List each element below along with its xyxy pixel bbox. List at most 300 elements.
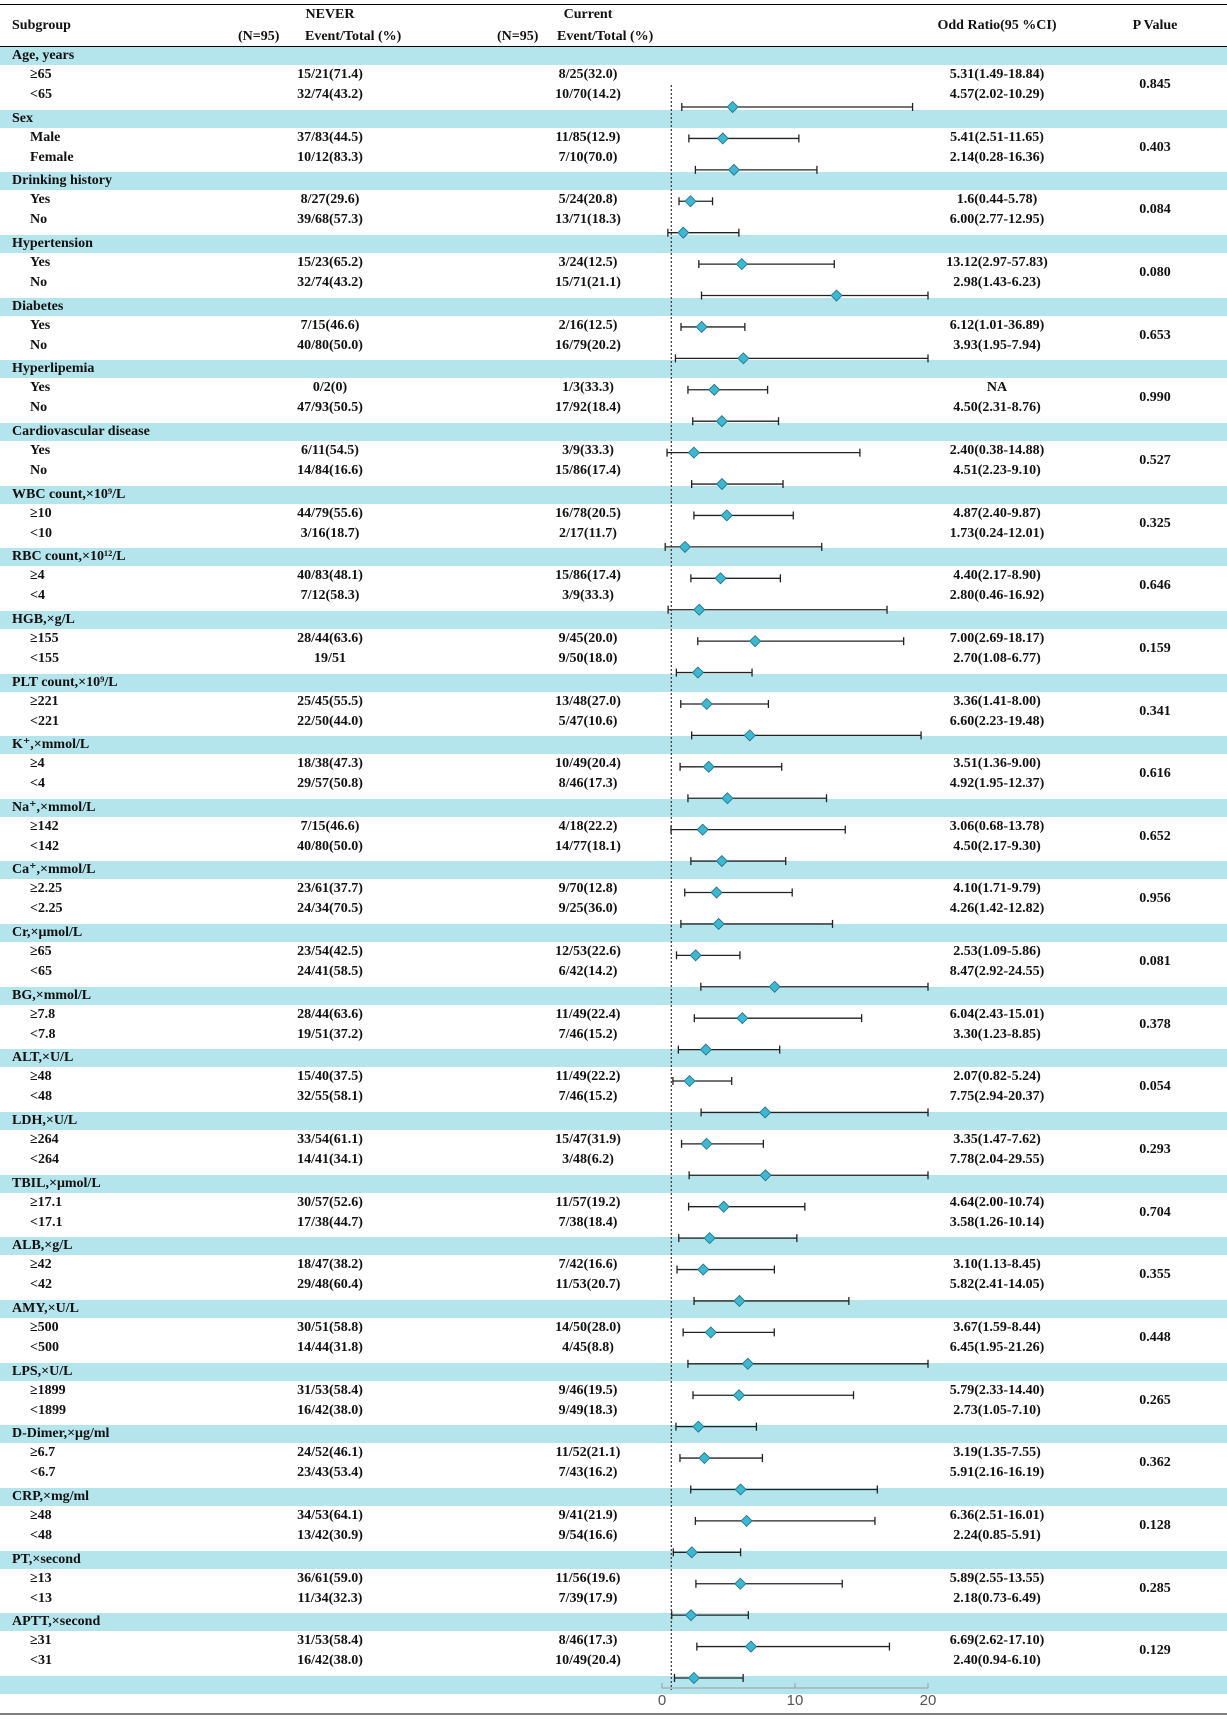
- never-event-total: 36/61(59.0): [297, 1570, 363, 1586]
- subgroup-label: ≥42: [30, 1257, 52, 1273]
- subgroup-label: ≥31: [30, 1633, 52, 1649]
- current-event-total: 1/3(33.3): [562, 380, 614, 396]
- odds-ratio-marker: [750, 636, 761, 647]
- subgroup-label: ≥13: [30, 1570, 52, 1586]
- odds-ratio-ci: 5.91(2.16-16.19): [949, 1465, 1045, 1481]
- never-event-total: 44/79(55.6): [297, 505, 363, 521]
- p-value: 0.653: [1139, 327, 1171, 343]
- header-odds-ratio: Odd Ratio(95 %CI): [937, 18, 1057, 33]
- subgroup-label: <1899: [30, 1402, 66, 1418]
- current-event-total: 14/77(18.1): [555, 838, 621, 854]
- never-event-total: 6/11(54.5): [301, 442, 359, 458]
- subgroup-label: <2.25: [30, 901, 63, 917]
- current-event-total: 9/41(21.9): [558, 1507, 618, 1523]
- header-p-value: P Value: [1132, 18, 1178, 33]
- header-never-col: Event/Total (%): [305, 29, 402, 44]
- p-value: 0.159: [1139, 640, 1171, 656]
- p-value: 0.646: [1139, 578, 1171, 594]
- group-band: [0, 924, 1227, 942]
- subgroup-label: ≥65: [30, 67, 52, 82]
- current-event-total: 8/46(17.3): [558, 776, 618, 792]
- never-event-total: 7/12(58.3): [300, 588, 360, 604]
- odds-ratio-ci: 4.50(2.17-9.30): [953, 838, 1041, 854]
- group-label: D-Dimer,×μg/ml: [12, 1426, 110, 1442]
- subgroup-label: Yes: [30, 442, 51, 458]
- current-event-total: 10/70(14.2): [555, 87, 621, 102]
- never-event-total: 15/21(71.4): [297, 67, 363, 82]
- subgroup-label: Yes: [30, 380, 51, 396]
- group-band: [0, 360, 1227, 378]
- p-value: 0.448: [1139, 1330, 1171, 1345]
- odds-ratio-ci: 3.30(1.23-8.85): [953, 1026, 1041, 1042]
- group-band: [0, 987, 1227, 1005]
- odds-ratio-ci: 7.78(2.04-29.55): [949, 1152, 1045, 1168]
- group-band: [0, 1049, 1227, 1067]
- group-band: [0, 611, 1227, 629]
- subgroup-label: ≥500: [30, 1320, 59, 1335]
- odds-ratio-marker: [697, 824, 708, 835]
- never-event-total: 0/2(0): [312, 380, 348, 396]
- current-event-total: 9/46(19.5): [558, 1382, 618, 1398]
- odds-ratio-marker: [734, 1390, 745, 1401]
- odds-ratio-marker: [688, 447, 699, 458]
- group-label: TBIL,×μmol/L: [12, 1175, 101, 1191]
- group-label: WBC count,×10⁹/L: [12, 486, 126, 502]
- p-value: 0.652: [1139, 828, 1171, 844]
- subgroup-label: <13: [30, 1590, 52, 1606]
- group-band: [0, 861, 1227, 879]
- never-event-total: 34/53(64.1): [297, 1507, 363, 1523]
- current-event-total: 15/86(17.4): [555, 462, 621, 478]
- current-event-total: 7/46(15.2): [558, 1026, 618, 1042]
- subgroup-label: <155: [30, 650, 59, 666]
- group-band: [0, 1425, 1227, 1443]
- current-event-total: 15/86(17.4): [555, 568, 621, 584]
- group-label: Drinking history: [12, 173, 112, 189]
- odds-ratio-ci: 2.70(1.08-6.77): [953, 650, 1041, 666]
- odds-ratio-ci: 6.45(1.95-21.26): [949, 1340, 1045, 1355]
- group-band: [0, 799, 1227, 817]
- odds-ratio-ci: 4.87(2.40-9.87): [953, 505, 1041, 521]
- p-value: 0.325: [1139, 515, 1171, 531]
- never-event-total: 28/44(63.6): [297, 630, 363, 646]
- header-current-col: Event/Total (%): [557, 29, 654, 44]
- p-value: 0.378: [1139, 1016, 1171, 1032]
- subgroup-label: Yes: [30, 254, 51, 270]
- subgroup-label: ≥221: [30, 693, 59, 709]
- odds-ratio-marker: [711, 887, 722, 898]
- odds-ratio-ci: 5.79(2.33-14.40): [949, 1382, 1045, 1398]
- never-event-total: 14/84(16.6): [297, 462, 363, 478]
- never-event-total: 30/57(52.6): [297, 1194, 363, 1210]
- top-rule: [0, 4, 1227, 5]
- current-event-total: 5/47(10.6): [558, 713, 618, 729]
- group-label: CRP,×mg/ml: [12, 1488, 90, 1504]
- current-event-total: 11/57(19.2): [555, 1194, 621, 1210]
- odds-ratio-marker: [684, 1076, 695, 1087]
- never-event-total: 10/12(83.3): [297, 149, 363, 165]
- odds-ratio-ci: 1.6(0.44-5.78): [956, 192, 1038, 208]
- never-event-total: 31/53(58.4): [297, 1633, 363, 1649]
- never-event-total: 25/45(55.5): [297, 693, 363, 709]
- current-event-total: 16/78(20.5): [555, 505, 621, 521]
- subgroup-label: No: [30, 274, 48, 290]
- group-band: [0, 172, 1227, 190]
- group-label: RBC count,×10¹²/L: [12, 549, 126, 565]
- group-band: [0, 674, 1227, 692]
- current-event-total: 7/43(16.2): [558, 1465, 618, 1481]
- current-event-total: 11/85(12.9): [555, 129, 621, 145]
- current-event-total: 14/50(28.0): [555, 1320, 621, 1335]
- p-value: 0.285: [1139, 1580, 1171, 1596]
- odds-ratio-ci: 4.26(1.42-12.82): [949, 901, 1045, 917]
- subgroup-label: ≥1899: [30, 1382, 66, 1398]
- odds-ratio-ci: 3.10(1.13-8.45): [953, 1257, 1041, 1273]
- current-event-total: 8/46(17.3): [558, 1633, 618, 1649]
- p-value: 0.265: [1139, 1392, 1171, 1408]
- never-event-total: 7/15(46.6): [300, 818, 360, 834]
- current-event-total: 7/10(70.0): [558, 149, 618, 165]
- current-event-total: 3/48(6.2): [562, 1152, 614, 1168]
- subgroup-label: No: [30, 462, 48, 478]
- subgroup-label: <10: [30, 525, 52, 541]
- current-event-total: 3/24(12.5): [558, 254, 618, 270]
- subgroup-label: ≥48: [30, 1069, 52, 1085]
- group-label: ALB,×g/L: [12, 1238, 73, 1254]
- current-event-total: 7/46(15.2): [558, 1089, 618, 1105]
- odds-ratio-ci: 7.00(2.69-18.17): [949, 630, 1045, 646]
- header-subgroup: Subgroup: [12, 18, 71, 33]
- odds-ratio-marker: [685, 196, 696, 207]
- odds-ratio-ci: 4.51(2.23-9.10): [953, 462, 1041, 478]
- subgroup-label: <65: [30, 964, 52, 980]
- odds-ratio-marker: [701, 698, 712, 709]
- current-event-total: 3/9(33.3): [562, 588, 614, 604]
- never-event-total: 29/57(50.8): [297, 776, 363, 792]
- odds-ratio-marker: [745, 1641, 756, 1652]
- p-value: 0.080: [1139, 264, 1171, 280]
- group-label: Hyperlipemia: [12, 361, 95, 377]
- x-tick-label: 10: [786, 1692, 804, 1709]
- odds-ratio-ci: 2.40(0.94-6.10): [953, 1653, 1041, 1669]
- never-event-total: 14/41(34.1): [297, 1152, 363, 1168]
- p-value: 0.341: [1139, 703, 1171, 719]
- never-event-total: 24/34(70.5): [297, 901, 363, 917]
- odds-ratio-ci: 2.53(1.09-5.86): [953, 944, 1041, 960]
- odds-ratio-ci: 6.36(2.51-16.01): [949, 1507, 1045, 1523]
- never-event-total: 15/40(37.5): [297, 1069, 363, 1085]
- group-band: [0, 298, 1227, 316]
- odds-ratio-ci: 2.98(1.43-6.23): [953, 274, 1041, 290]
- current-event-total: 7/38(18.4): [558, 1214, 618, 1230]
- never-event-total: 19/51(37.2): [297, 1026, 363, 1042]
- group-label: AMY,×U/L: [12, 1301, 79, 1316]
- subgroup-label: <7.8: [30, 1026, 56, 1042]
- group-label: Hypertension: [12, 235, 93, 251]
- never-event-total: 33/54(61.1): [297, 1132, 363, 1148]
- group-label: PLT count,×10⁹/L: [12, 674, 118, 690]
- group-band: [0, 548, 1227, 566]
- subgroup-label: Yes: [30, 317, 51, 333]
- current-event-total: 9/70(12.8): [558, 881, 618, 897]
- never-event-total: 32/74(43.2): [297, 274, 363, 290]
- current-event-total: 13/48(27.0): [555, 693, 621, 709]
- current-event-total: 6/42(14.2): [558, 964, 618, 980]
- odds-ratio-ci: 2.24(0.85-5.91): [953, 1527, 1041, 1543]
- odds-ratio-ci: 2.40(0.38-14.88): [949, 442, 1045, 458]
- odds-ratio-ci: 3.93(1.95-7.94): [953, 337, 1041, 353]
- p-value: 0.355: [1139, 1267, 1171, 1283]
- odds-ratio-marker: [737, 1013, 748, 1024]
- never-event-total: 18/47(38.2): [297, 1257, 363, 1273]
- odds-ratio-marker: [701, 1138, 712, 1149]
- group-label: ALT,×U/L: [12, 1050, 74, 1066]
- never-event-total: 24/41(58.5): [297, 964, 363, 980]
- odds-ratio-ci: 4.50(2.31-8.76): [953, 400, 1041, 416]
- never-event-total: 24/52(46.1): [297, 1445, 363, 1461]
- never-event-total: 14/44(31.8): [297, 1340, 363, 1355]
- odds-ratio-marker: [696, 321, 707, 332]
- never-event-total: 8/27(29.6): [300, 192, 360, 208]
- never-event-total: 32/74(43.2): [297, 87, 363, 102]
- p-value: 0.990: [1139, 390, 1171, 406]
- odds-ratio-ci: 4.92(1.95-12.37): [949, 776, 1045, 792]
- odds-ratio-ci: 7.75(2.94-20.37): [949, 1089, 1045, 1105]
- subgroup-label: <500: [30, 1340, 59, 1355]
- odds-ratio-ci: 4.57(2.02-10.29): [949, 87, 1045, 102]
- odds-ratio-marker: [741, 1515, 752, 1526]
- group-label: APTT,×second: [12, 1614, 101, 1630]
- x-tick-label: 0: [657, 1692, 667, 1709]
- subgroup-label: <142: [30, 838, 59, 854]
- group-label: Na⁺,×mmol/L: [12, 799, 96, 815]
- p-value: 0.616: [1139, 766, 1171, 782]
- subgroup-label: <48: [30, 1089, 52, 1105]
- odds-ratio-ci: 5.89(2.55-13.55): [949, 1570, 1045, 1586]
- subgroup-label: ≥6.7: [30, 1445, 56, 1461]
- subgroup-label: Female: [30, 149, 74, 165]
- odds-ratio-ci: 3.19(1.35-7.55): [953, 1445, 1041, 1461]
- current-event-total: 4/18(22.2): [558, 818, 618, 834]
- subgroup-label: ≥4: [30, 756, 45, 772]
- group-band: [0, 1112, 1227, 1130]
- current-event-total: 5/24(20.8): [558, 192, 618, 208]
- current-event-total: 11/52(21.1): [555, 1445, 621, 1461]
- never-event-total: 40/80(50.0): [297, 838, 363, 854]
- current-event-total: 4/45(8.8): [562, 1340, 614, 1355]
- odds-ratio-ci: 4.40(2.17-8.90): [953, 568, 1041, 584]
- group-band: [0, 1551, 1227, 1569]
- never-event-total: 17/38(44.7): [297, 1214, 363, 1230]
- never-event-total: 28/44(63.6): [297, 1006, 363, 1022]
- subgroup-label: ≥65: [30, 944, 52, 960]
- odds-ratio-marker: [735, 1578, 746, 1589]
- odds-ratio-ci: 1.73(0.24-12.01): [949, 525, 1045, 541]
- group-band: [0, 1676, 1227, 1694]
- odds-ratio-marker: [721, 510, 732, 521]
- odds-ratio-ci: 6.69(2.62-17.10): [949, 1633, 1045, 1649]
- group-label: Cr,×μmol/L: [12, 925, 83, 941]
- group-label: Sex: [12, 110, 33, 126]
- group-band: [0, 1363, 1227, 1381]
- never-event-total: 23/61(37.7): [297, 881, 363, 897]
- never-event-total: 15/23(65.2): [297, 254, 363, 270]
- subgroup-label: <17.1: [30, 1214, 63, 1230]
- odds-ratio-ci: 3.58(1.26-10.14): [949, 1214, 1045, 1230]
- p-value: 0.403: [1139, 139, 1171, 155]
- never-event-total: 22/50(44.0): [297, 713, 363, 729]
- group-label: LDH,×U/L: [12, 1113, 78, 1129]
- group-band: [0, 1613, 1227, 1631]
- group-band: [0, 486, 1227, 504]
- odds-ratio-ci: 5.31(1.49-18.84): [949, 67, 1045, 82]
- subgroup-label: ≥7.8: [30, 1006, 56, 1022]
- odds-ratio-ci: 6.00(2.77-12.95): [949, 212, 1045, 228]
- group-label: PT,×second: [12, 1551, 81, 1567]
- never-event-total: 16/42(38.0): [297, 1402, 363, 1418]
- current-event-total: 10/49(20.4): [555, 756, 621, 772]
- current-event-total: 9/54(16.6): [558, 1527, 618, 1543]
- never-event-total: 18/38(47.3): [297, 756, 363, 772]
- odds-ratio-ci: 5.41(2.51-11.65): [950, 129, 1044, 145]
- subgroup-label: ≥264: [30, 1132, 59, 1148]
- header-current-n: (N=95): [497, 29, 539, 44]
- current-event-total: 7/42(16.6): [558, 1257, 618, 1273]
- never-event-total: 19/51: [314, 650, 346, 666]
- odds-ratio-marker: [736, 259, 747, 270]
- never-event-total: 47/93(50.5): [297, 400, 363, 416]
- group-band: [0, 1488, 1227, 1506]
- current-event-total: 9/25(36.0): [558, 901, 618, 917]
- subgroup-label: <48: [30, 1527, 52, 1543]
- subgroup-label: <264: [30, 1152, 59, 1168]
- header-never-n: (N=95): [238, 29, 280, 44]
- odds-ratio-ci: 2.80(0.46-16.92): [949, 588, 1045, 604]
- odds-ratio-marker: [699, 1453, 710, 1464]
- group-band: [0, 736, 1227, 754]
- never-event-total: 23/54(42.5): [297, 944, 363, 960]
- subgroup-label: Yes: [30, 192, 51, 208]
- subgroup-label: No: [30, 337, 48, 353]
- odds-ratio-marker: [715, 573, 726, 584]
- odds-ratio-ci: 3.06(0.68-13.78): [949, 818, 1045, 834]
- subgroup-label: <4: [30, 588, 45, 604]
- odds-ratio-ci: NA: [986, 380, 1008, 396]
- subgroup-label: ≥17.1: [30, 1194, 63, 1210]
- subgroup-label: ≥2.25: [30, 881, 63, 897]
- never-event-total: 11/34(32.3): [297, 1590, 363, 1606]
- subgroup-label: No: [30, 400, 48, 416]
- current-event-total: 7/39(17.9): [558, 1590, 618, 1606]
- p-value: 0.129: [1139, 1643, 1171, 1659]
- subgroup-label: ≥48: [30, 1507, 52, 1523]
- odds-ratio-marker: [698, 1264, 709, 1275]
- odds-ratio-ci: 2.18(0.73-6.49): [953, 1590, 1041, 1606]
- group-label: HGB,×g/L: [12, 611, 75, 627]
- odds-ratio-ci: 6.60(2.23-19.48): [949, 713, 1045, 729]
- current-event-total: 8/25(32.0): [558, 67, 618, 82]
- never-event-total: 32/55(58.1): [297, 1089, 363, 1105]
- never-event-total: 13/42(30.9): [297, 1527, 363, 1543]
- header-never-title: NEVER: [305, 7, 355, 22]
- never-event-total: 16/42(38.0): [297, 1653, 363, 1669]
- odds-ratio-ci: 13.12(2.97-57.83): [946, 254, 1048, 270]
- odds-ratio-ci: 4.10(1.71-9.79): [953, 881, 1041, 897]
- subgroup-label: ≥10: [30, 505, 52, 521]
- x-tick-label: 20: [919, 1692, 937, 1709]
- subgroup-label: ≥155: [30, 630, 59, 646]
- group-band: [0, 423, 1227, 441]
- odds-ratio-ci: 3.36(1.41-8.00): [953, 693, 1041, 709]
- never-event-total: 31/53(58.4): [297, 1382, 363, 1398]
- current-event-total: 12/53(22.6): [555, 944, 621, 960]
- subgroup-label: <6.7: [30, 1465, 56, 1481]
- group-band: [0, 47, 1227, 65]
- never-event-total: 30/51(58.8): [297, 1320, 363, 1335]
- p-value: 0.054: [1139, 1079, 1171, 1095]
- subgroup-label: No: [30, 212, 48, 228]
- current-event-total: 15/71(21.1): [555, 274, 621, 290]
- current-event-total: 16/79(20.2): [555, 337, 621, 353]
- never-event-total: 3/16(18.7): [300, 525, 360, 541]
- odds-ratio-marker: [709, 384, 720, 395]
- current-event-total: 11/53(20.7): [555, 1277, 621, 1293]
- p-value: 0.704: [1139, 1204, 1171, 1220]
- never-event-total: 37/83(44.5): [297, 129, 363, 145]
- odds-ratio-ci: 5.82(2.41-14.05): [949, 1277, 1045, 1293]
- group-band: [0, 235, 1227, 253]
- header-current-title: Current: [563, 7, 613, 22]
- group-band: [0, 1175, 1227, 1193]
- p-value: 0.293: [1139, 1142, 1171, 1158]
- never-event-total: 40/80(50.0): [297, 337, 363, 353]
- p-value: 0.084: [1139, 202, 1171, 218]
- current-event-total: 2/17(11.7): [559, 525, 617, 541]
- group-label: Ca⁺,×mmol/L: [12, 862, 96, 878]
- p-value: 0.527: [1139, 452, 1171, 468]
- odds-ratio-ci: 3.35(1.47-7.62): [953, 1132, 1041, 1148]
- current-event-total: 15/47(31.9): [555, 1132, 621, 1148]
- group-label: Diabetes: [12, 298, 64, 314]
- p-value: 0.128: [1139, 1517, 1171, 1533]
- odds-ratio-marker: [703, 761, 714, 772]
- odds-ratio-marker: [717, 133, 728, 144]
- subgroup-label: <221: [30, 713, 59, 729]
- current-event-total: 17/92(18.4): [555, 400, 621, 416]
- group-band: [0, 1237, 1227, 1255]
- odds-ratio-marker: [718, 1201, 729, 1212]
- current-event-total: 11/49(22.4): [555, 1006, 621, 1022]
- subgroup-label: <65: [30, 87, 52, 102]
- current-event-total: 10/49(20.4): [555, 1653, 621, 1669]
- current-event-total: 9/50(18.0): [558, 650, 618, 666]
- current-event-total: 9/45(20.0): [558, 630, 618, 646]
- group-band: [0, 110, 1227, 128]
- never-event-total: 23/43(53.4): [297, 1465, 363, 1481]
- p-value: 0.081: [1139, 954, 1171, 970]
- current-event-total: 9/49(18.3): [558, 1402, 618, 1418]
- subgroup-label: ≥142: [30, 818, 59, 834]
- never-event-total: 39/68(57.3): [297, 212, 363, 228]
- p-value: 0.845: [1139, 77, 1171, 92]
- odds-ratio-marker: [690, 950, 701, 961]
- subgroup-label: ≥4: [30, 568, 45, 584]
- group-label: Age, years: [12, 48, 75, 63]
- group-label: K⁺,×mmol/L: [12, 737, 90, 753]
- odds-ratio-ci: 3.67(1.59-8.44): [953, 1320, 1041, 1335]
- subgroup-label: <31: [30, 1653, 52, 1669]
- odds-ratio-ci: 8.47(2.92-24.55): [949, 964, 1045, 980]
